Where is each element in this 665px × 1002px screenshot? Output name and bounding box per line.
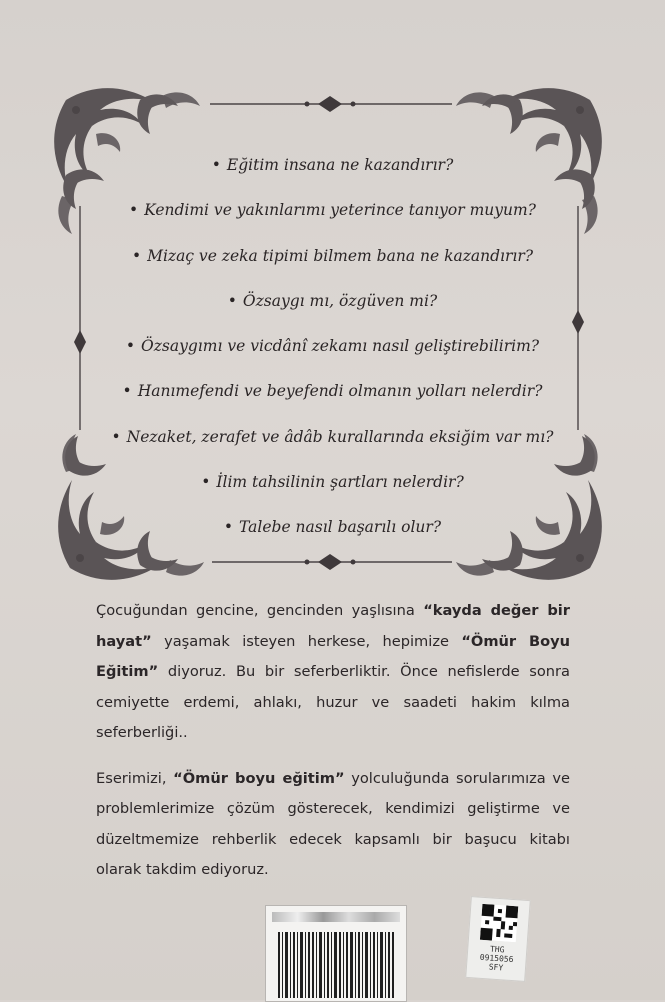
sticker-line-2: 0915056	[479, 952, 514, 965]
question-item	[100, 415, 565, 460]
question-item	[100, 460, 565, 505]
question-item	[100, 369, 565, 414]
question-text: Kendimi ve yakınlarımı yeterince tanıyor muyum?	[144, 201, 536, 220]
question-text: Hanımefendi ve beyefendi olmanın yolları nelerdir?	[137, 382, 543, 401]
description-paragraph-1: Çocuğundan gencine, gencinden yaşlısına “kayda değer bir hayat” yaşamak isteyen herkese, hepimize “Ömür Boyu Eğitim” diyoruz. Bu bir seferberliktir. Önce nefislerde sonra cemiyette erdemi, ahlakı, huzur ve saadeti hakim kılma seferberliği..	[96, 602, 570, 741]
description-paragraph-2: Eserimizi, “Ömür boyu eğitim” yolculuğunda sorularımıza ve problemlerimize çözüm gösterecek, kendimizi geliştirme ve düzeltmemize rehberlik edecek kapsamlı bir başucu kitabı olarak takdim ediyoruz.	[96, 769, 571, 878]
bullet-icon: •	[122, 382, 132, 401]
sticker-line-3: SFY	[488, 962, 504, 973]
emphasis: “Ömür boyu eğitim”	[173, 769, 345, 787]
bullet-icon: •	[111, 427, 121, 446]
bullet-icon: •	[125, 337, 136, 356]
qr-sticker	[465, 896, 531, 982]
question-list	[100, 143, 565, 551]
question-text: Eğitim insana ne kazandırır?	[226, 156, 454, 174]
question-text: Özsaygımı ve vicdânî zekamı nasıl geliştirebilirim?	[141, 337, 540, 356]
bullet-icon: •	[211, 156, 221, 174]
question-item	[100, 324, 565, 369]
description	[96, 596, 570, 901]
bullet-icon: •	[129, 201, 139, 220]
question-item	[100, 279, 565, 324]
question-text: Özsaygı mı, özgüven mi?	[242, 291, 438, 310]
bullet-icon: •	[131, 246, 142, 265]
question-item	[100, 188, 565, 233]
question-item	[100, 143, 565, 188]
question-text: İlim tahsilinin şartları nelerdir?	[216, 473, 464, 492]
question-text: Talebe nasıl başarılı olur?	[239, 518, 442, 537]
bullet-icon: •	[227, 291, 237, 310]
emphasis: “kayda değer bir hayat”	[96, 602, 570, 650]
question-item	[100, 505, 565, 550]
bullet-icon: •	[201, 473, 211, 492]
label-stripe	[272, 912, 400, 922]
question-text: Nezaket, zerafet ve âdâb kurallarında eksiğim var mı?	[126, 427, 554, 446]
qr-code-icon	[480, 904, 518, 942]
bullet-icon: •	[223, 518, 234, 537]
question-item	[100, 234, 565, 279]
barcode	[278, 932, 394, 998]
barcode-label	[265, 905, 407, 1002]
sticker-line-1: THG	[489, 944, 505, 955]
question-text: Mizaç ve zeka tipimi bilmem bana ne kazandırır?	[147, 246, 534, 265]
emphasis: “Ömür Boyu Eğitim”	[96, 632, 570, 680]
